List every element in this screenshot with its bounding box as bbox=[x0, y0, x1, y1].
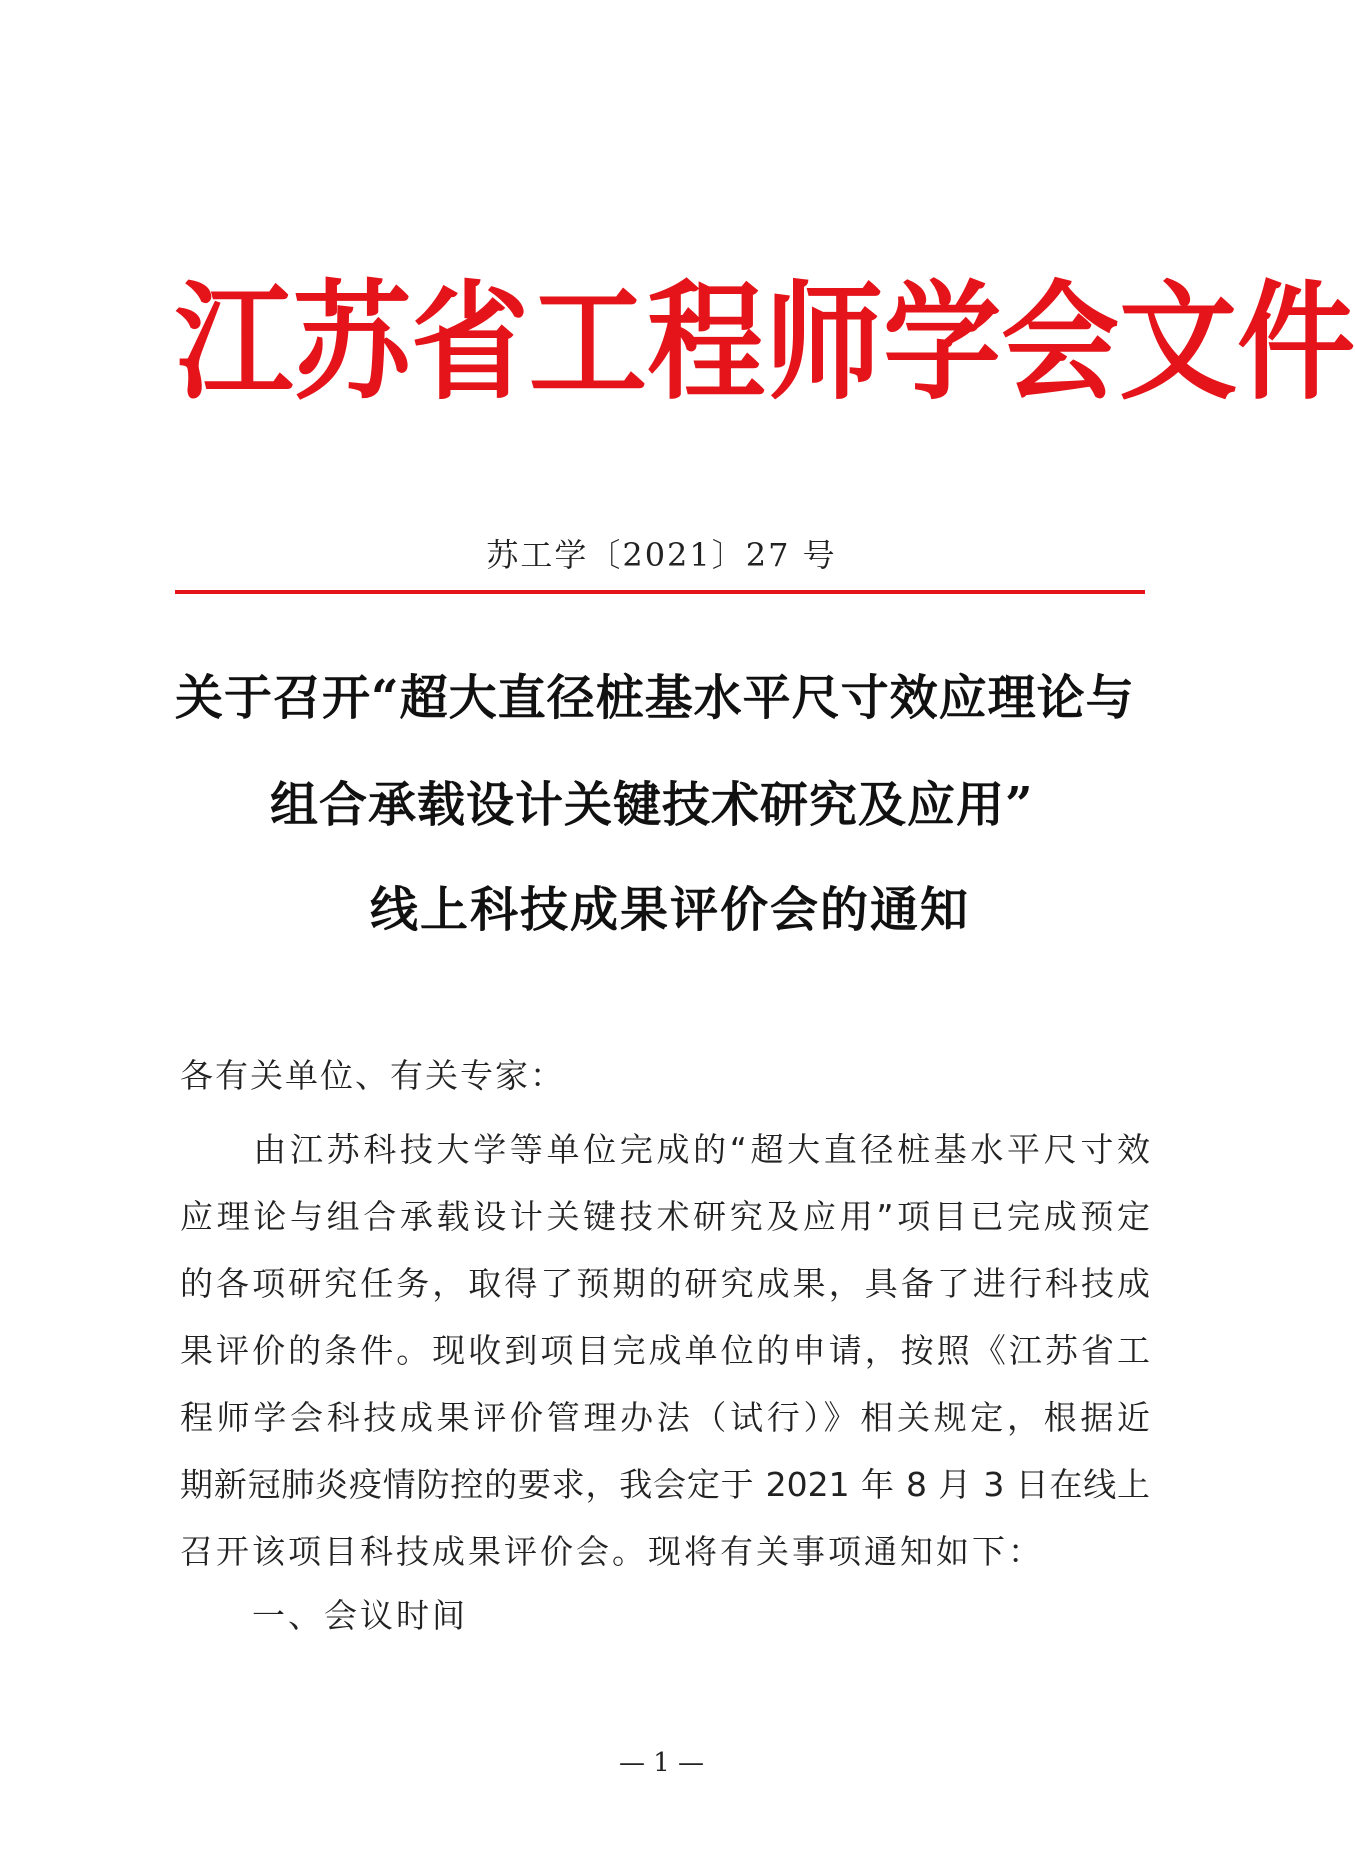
paragraph-line: 程师学会科技成果评价管理办法（试行）》相关规定，根据近 bbox=[180, 1398, 1150, 1437]
paragraph-line: 由江苏科技大学等单位完成的“超大直径桩基水平尺寸效 bbox=[180, 1130, 1150, 1169]
salutation: 各有关单位、有关专家： bbox=[180, 1056, 565, 1095]
document-number: 苏工学〔2021〕27 号 bbox=[486, 536, 837, 574]
paragraph-line: 期新冠肺炎疫情防控的要求，我会定于 2021 年 8 月 3 日在线上 bbox=[180, 1465, 1150, 1504]
paragraph-line: 果评价的条件。现收到项目完成单位的申请，按照《江苏省工 bbox=[180, 1331, 1150, 1370]
masthead-char: 省 bbox=[411, 267, 530, 417]
masthead-char: 师 bbox=[765, 267, 884, 417]
title-line: 关于召开“超大直径桩基水平尺寸效应理论与 bbox=[175, 670, 1135, 726]
masthead-char: 学 bbox=[883, 267, 1002, 417]
body-paragraph bbox=[180, 1116, 1150, 1585]
red-divider-rule bbox=[175, 590, 1145, 594]
paragraph-line: 的各项研究任务，取得了预期的研究成果，具备了进行科技成 bbox=[180, 1264, 1150, 1303]
title-line: 组合承载设计关键技术研究及应用” bbox=[270, 777, 1034, 833]
paragraph-line: 召开该项目科技成果评价会。现将有关事项通知如下： bbox=[180, 1532, 1044, 1571]
masthead-char: 件 bbox=[1237, 267, 1355, 417]
masthead-char: 江 bbox=[175, 267, 294, 417]
section-heading: 一、会议时间 bbox=[252, 1596, 468, 1635]
masthead-char: 苏 bbox=[293, 267, 412, 417]
masthead-char: 程 bbox=[647, 267, 766, 417]
masthead-char: 会 bbox=[1001, 267, 1120, 417]
paragraph-line: 应理论与组合承载设计关键技术研究及应用”项目已完成预定 bbox=[180, 1197, 1150, 1236]
masthead-title bbox=[175, 256, 1355, 429]
page-number: — 1 — bbox=[618, 1748, 705, 1778]
masthead-char: 工 bbox=[529, 267, 648, 417]
title-line: 线上科技成果评价会的通知 bbox=[370, 882, 971, 938]
masthead-char: 文 bbox=[1119, 267, 1238, 417]
